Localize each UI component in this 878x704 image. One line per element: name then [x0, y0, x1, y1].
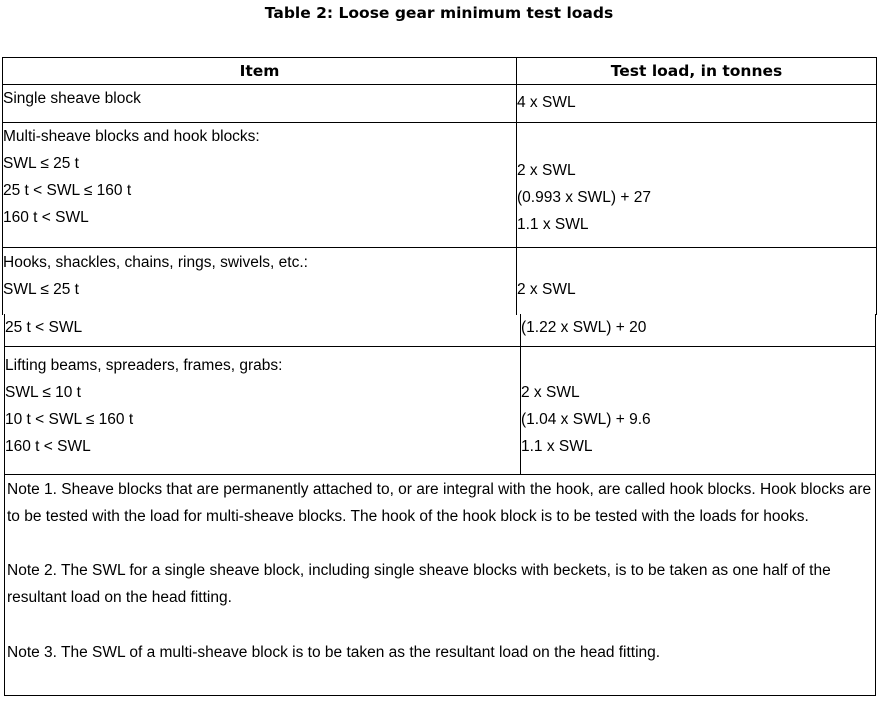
item-line: Multi-sheave blocks and hook blocks: [3, 128, 260, 145]
header-test-load: Test load, in tonnes [517, 58, 877, 85]
item-cell [5, 314, 521, 346]
table-row [3, 248, 877, 315]
table-row [5, 314, 876, 346]
load-cell [521, 314, 876, 346]
item-line: 160 t < SWL [5, 437, 91, 455]
load-line: 2 x SWL [521, 383, 580, 401]
header-item: Item [3, 58, 517, 85]
load-cell [517, 85, 877, 123]
item-line: SWL ≤ 10 t [5, 383, 81, 401]
item-line: 160 t < SWL [3, 209, 89, 226]
item-line: 25 t < SWL ≤ 160 t [3, 182, 132, 199]
table-header-row [3, 58, 877, 85]
load-line: (1.22 x SWL) + 20 [521, 319, 647, 336]
table-row [5, 346, 876, 474]
item-line: SWL ≤ 25 t [3, 155, 79, 172]
load-line: 2 x SWL [517, 281, 576, 298]
table-row [3, 85, 877, 123]
test-load-table [2, 57, 877, 315]
item-line: SWL ≤ 25 t [3, 281, 79, 298]
note-2: Note 2. The SWL for a single sheave block, including single sheave blocks with beckets, is to be taken as one half of the resultant load on the head fitting. [7, 562, 831, 607]
load-line: (0.993 x SWL) + 27 [517, 189, 651, 206]
load-line: 2 x SWL [517, 162, 576, 179]
item-line: Hooks, shackles, chains, rings, swivels, etc.: [3, 254, 308, 271]
load-line: 4 x SWL [517, 94, 576, 111]
item-line: 25 t < SWL [5, 319, 83, 336]
load-line: 1.1 x SWL [517, 216, 589, 233]
table-title: Table 2: Loose gear minimum test loads [264, 4, 614, 22]
note-3: Note 3. The SWL of a multi-sheave block is to be taken as the resultant load on the head fitting. [7, 643, 661, 661]
item-line: Single sheave block [3, 90, 141, 107]
item-cell [5, 346, 521, 474]
item-line: 10 t < SWL ≤ 160 t [5, 410, 134, 428]
notes-cell [5, 474, 876, 695]
note-1: Note 1. Sheave blocks that are permanently attached to, or are integral with the hook, are called hook blocks. Hook blocks are to be tested with the load for multi-sheave blocks. The hook of the hook block is to be tested with the loads for hooks. [7, 480, 872, 525]
item-cell [3, 85, 517, 123]
load-line: (1.04 x SWL) + 9.6 [521, 410, 651, 428]
load-cell [517, 248, 877, 315]
load-cell [521, 346, 876, 474]
item-cell [3, 123, 517, 248]
test-load-table-continued [4, 314, 876, 696]
table-row [3, 123, 877, 248]
item-cell [3, 248, 517, 315]
item-line: Lifting beams, spreaders, frames, grabs: [5, 356, 283, 374]
load-line: 1.1 x SWL [521, 437, 593, 455]
load-cell [517, 123, 877, 248]
notes-row [5, 474, 876, 695]
